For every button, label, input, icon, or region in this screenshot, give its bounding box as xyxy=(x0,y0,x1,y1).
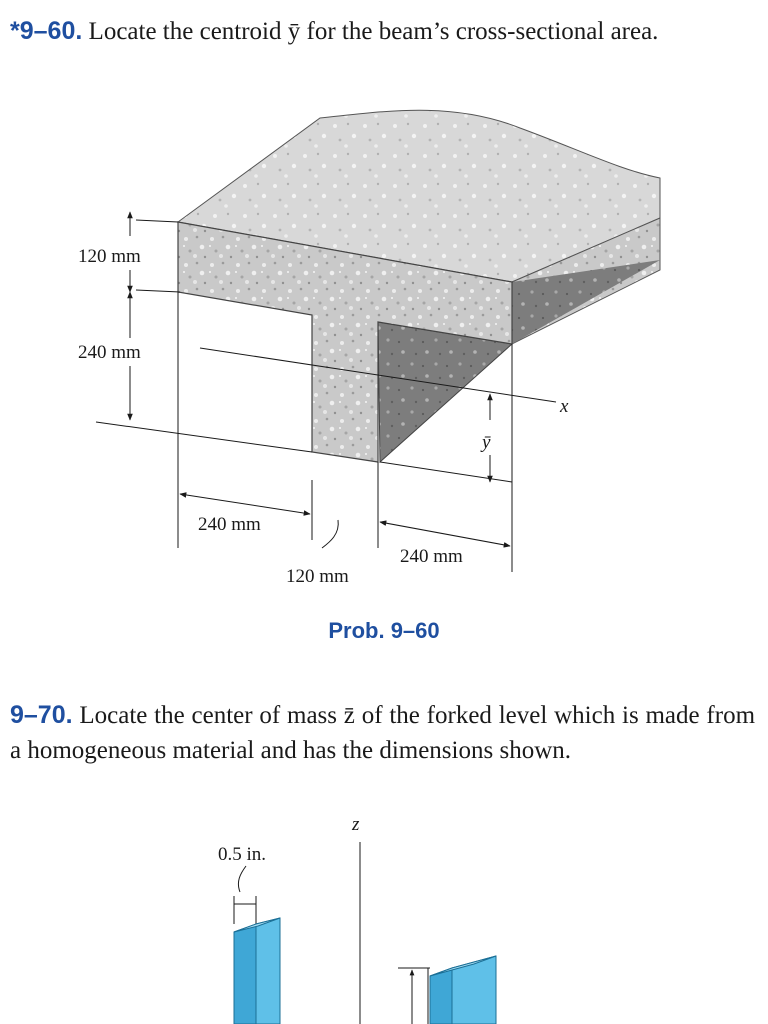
problem-text: Locate the center of mass z̄ of the forked level which is made from a homogeneous material and has the dimensions shown. xyxy=(10,702,756,764)
left-prong xyxy=(234,924,256,1024)
dim-web-width: 120 mm xyxy=(286,566,349,587)
dim-left-flange: 240 mm xyxy=(198,514,261,535)
problem-number: 9–70. xyxy=(10,701,73,729)
figure-caption-9-60: Prob. 9–60 xyxy=(328,618,440,643)
problem-text: Locate the centroid ȳ for the beam’s cross-sectional area. xyxy=(88,18,659,45)
axis-z-label: z xyxy=(352,814,360,835)
centroid-ybar-label: ȳ xyxy=(482,432,491,453)
dim-flange-thickness: 120 mm xyxy=(78,246,141,267)
dim-right-flange: 240 mm xyxy=(400,546,463,567)
problem-number: *9–60. xyxy=(10,17,83,45)
forked-lever-figure xyxy=(0,800,768,1024)
dim-web-depth: 240 mm xyxy=(78,342,141,363)
problem-9-70-statement xyxy=(10,698,755,768)
dim-thickness: 0.5 in. xyxy=(218,844,267,865)
axis-x-label: x xyxy=(560,396,569,417)
right-prong xyxy=(430,968,452,1024)
